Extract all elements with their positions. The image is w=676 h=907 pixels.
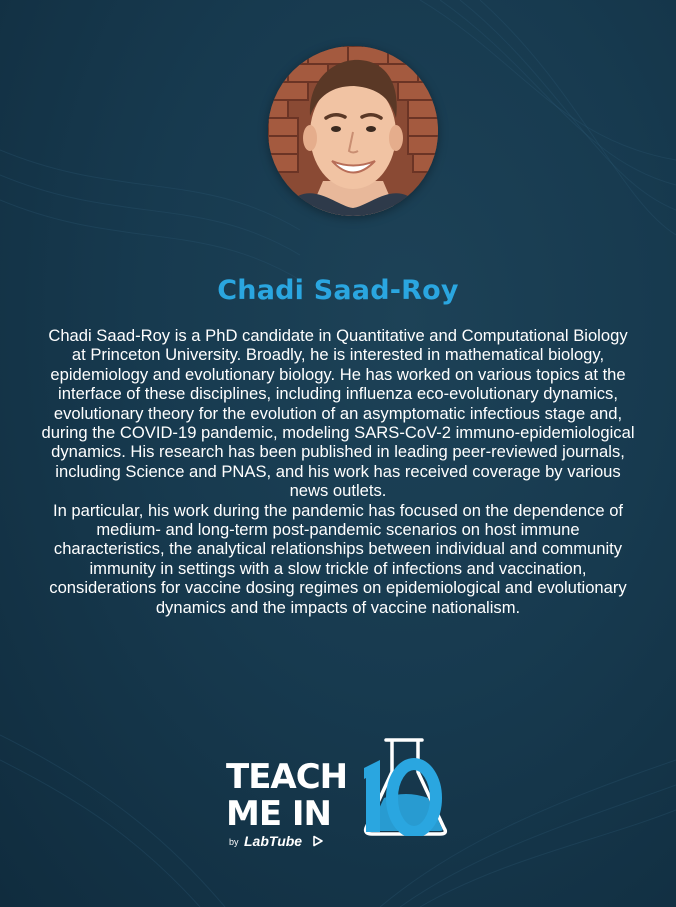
logo-by-text: by xyxy=(229,837,239,847)
flask-icon xyxy=(356,732,456,836)
teach-me-in-10-logo xyxy=(226,732,456,862)
profile-photo xyxy=(268,46,438,216)
logo-teach-text: TEACH xyxy=(226,757,348,797)
labtube-brand: LabTube xyxy=(244,833,303,849)
bio-text xyxy=(40,326,636,617)
person-name: Chadi Saad-Roy xyxy=(217,275,459,306)
bio-paragraph: Chadi Saad-Roy is a PhD candidate in Quantitative and Computational Biology at Princeton University. Broadly, he is interested in mathematical biology, epidemiology and evolutionary biology. He has worked on various topics at the interface of these disciplines, including influenza eco-evolutionary dynamics, evolutionary theory for the evolution of an asymptomatic infectious stage and, during the COVID-19 pandemic, modeling SARS-CoV-2 immuno-epidemiological dynamics. His research has been published in leading peer-reviewed journals, including Science and PNAS, and his work has received coverage by various news outlets. xyxy=(41,326,635,501)
logo-me-in-text: ME IN xyxy=(226,794,332,834)
bio-paragraph: In particular, his work during the pandemic has focused on the dependence of medium- and long-term post-pandemic scenarios on host immune characteristics, the analytical relationships between individual and community immunity in settings with a slow trickle of infections and vaccination, considerations for vaccine dosing regimes on epidemiological and evolutionary dynamics and the impacts of vaccine nationalism. xyxy=(49,500,627,617)
play-icon xyxy=(312,835,324,847)
